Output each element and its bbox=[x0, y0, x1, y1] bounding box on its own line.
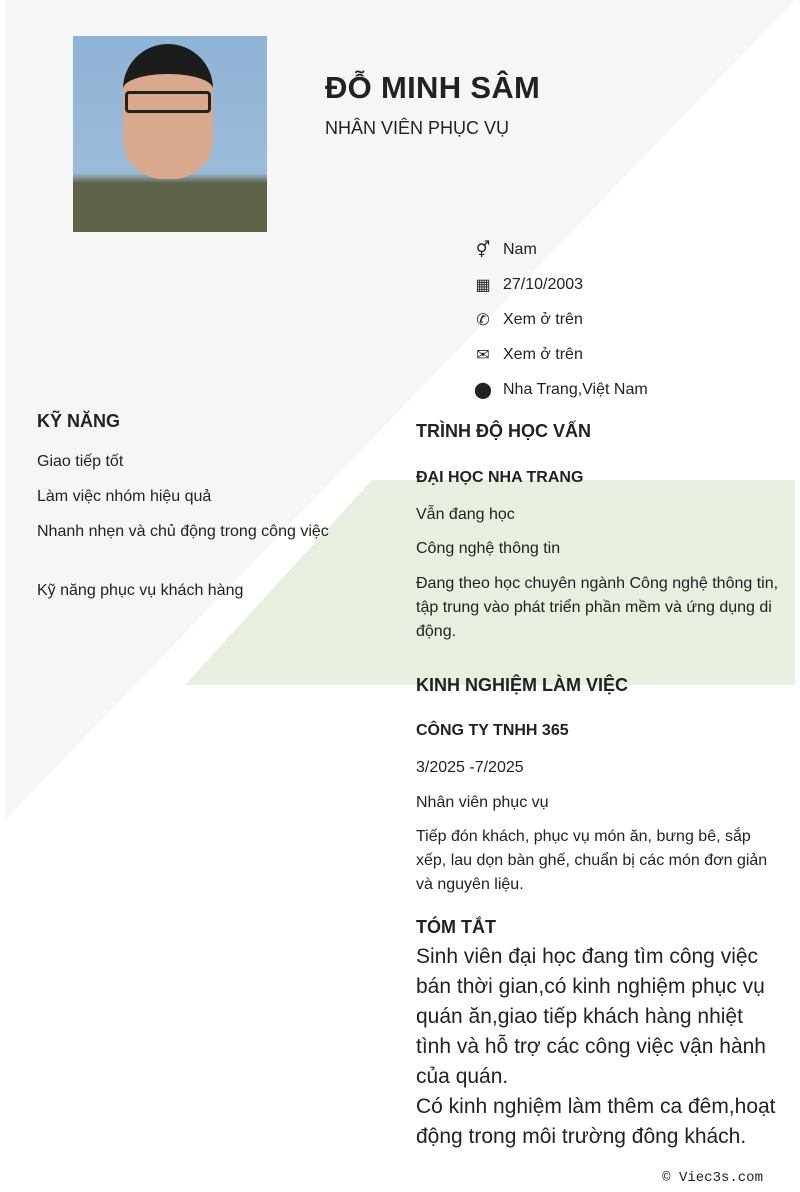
address-value: Nha Trang,Việt Nam bbox=[503, 380, 648, 398]
phone-value: Xem ở trên bbox=[503, 310, 583, 328]
skills-heading: KỸ NĂNG bbox=[37, 411, 121, 431]
avatar-photo bbox=[73, 36, 267, 232]
contact-info bbox=[472, 232, 648, 407]
gender-icon: ⚥ bbox=[475, 241, 491, 259]
education-description: Đang theo học chuyên ngành Công nghệ thông tin, tập trung vào phát triển phần mềm và ứng dụng di động. bbox=[416, 575, 779, 640]
work-period: 3/2025 -7/2025 bbox=[416, 759, 524, 776]
education-major: Công nghệ thông tin bbox=[416, 540, 561, 557]
education-status: Vẫn đang học bbox=[416, 506, 515, 523]
job-title: NHÂN VIÊN PHỤC VỤ bbox=[325, 118, 510, 138]
experience-heading: KINH NGHIỆM LÀM VIỆC bbox=[416, 675, 629, 695]
work-position: Nhân viên phục vụ bbox=[416, 794, 549, 811]
work-description: Tiếp đón khách, phục vụ món ăn, bưng bê, sắp xếp, lau dọn bàn ghế, chuẩn bị các món đơn giản và nguyên liệu. bbox=[416, 828, 768, 893]
school-name: ĐẠI HỌC NHA TRANG bbox=[416, 469, 584, 486]
email-value: Xem ở trên bbox=[503, 345, 583, 363]
company-name: CÔNG TY TNHH 365 bbox=[416, 722, 569, 739]
summary-line-2: Có kinh nghiệm làm thêm ca đêm,hoạt động trong môi trường đông khách. bbox=[416, 1095, 776, 1148]
skill-item: Giao tiếp tốt bbox=[37, 453, 124, 470]
skill-item: Kỹ năng phục vụ khách hàng bbox=[37, 582, 244, 599]
summary-heading: TÓM TẮT bbox=[416, 917, 496, 937]
calendar-icon: ▦ bbox=[475, 276, 491, 294]
skill-item: Nhanh nhẹn và chủ động trong công việc bbox=[37, 523, 329, 540]
summary-line-1: Sinh viên đại học đang tìm công việc bán thời gian,có kinh nghiệm phục vụ quán ăn,giao tiếp khách hàng nhiệt tình và hỗ trợ các công việc vận hành của quán. bbox=[416, 945, 766, 1088]
summary-text bbox=[416, 942, 781, 1152]
footer-credit: © Viec3s.com bbox=[662, 1170, 763, 1186]
mail-icon: ✉ bbox=[476, 346, 490, 364]
candidate-name: ĐỖ MINH SÂM bbox=[325, 70, 541, 105]
gender-value: Nam bbox=[503, 240, 537, 258]
skill-item: Làm việc nhóm hiệu quả bbox=[37, 488, 212, 505]
location-icon: ⬤ bbox=[474, 381, 492, 399]
phone-icon: ✆ bbox=[476, 311, 490, 329]
education-heading: TRÌNH ĐỘ HỌC VẤN bbox=[416, 421, 591, 441]
birthdate-value: 27/10/2003 bbox=[503, 275, 584, 293]
